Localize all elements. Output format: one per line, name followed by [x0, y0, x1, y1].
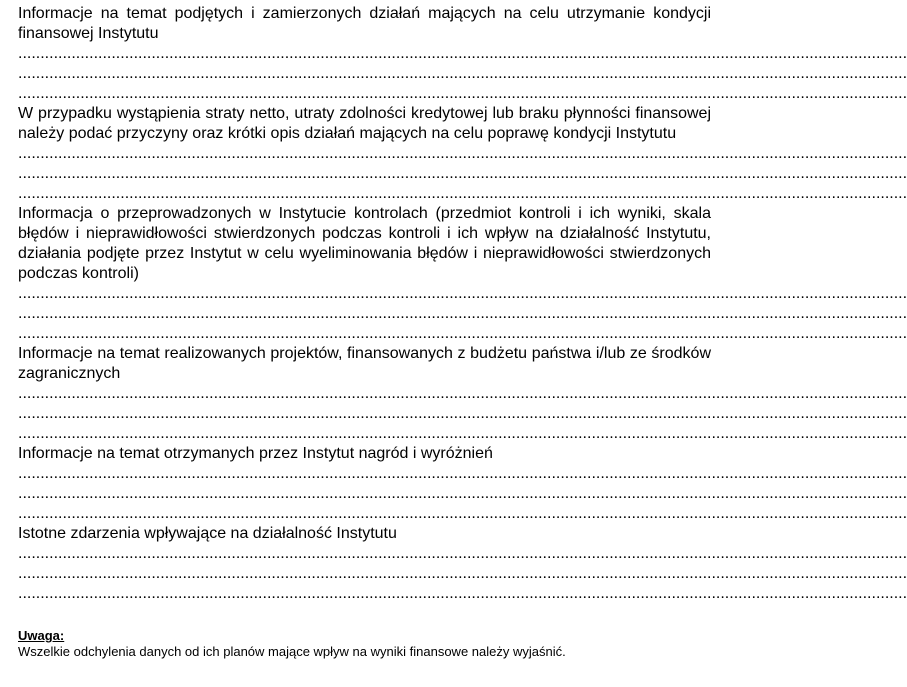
answer-line[interactable]: ........................................................................................................................................................................................................ — [18, 305, 907, 322]
answer-line[interactable]: ........................................................................................................................................................................................................ — [18, 425, 907, 442]
answer-line[interactable]: ........................................................................................................................................................................................................ — [18, 165, 907, 182]
section-title: Informacja o przeprowadzonych w Instytucie kontrolach (przedmiot kontroli i ich wyniki, skala błędów i nieprawidłowości stwierdzonych podczas kontroli i ich wpływ na działalność Instytutu, działania podjęte przez Instytut w celu wyeliminowania błędów i nieprawidłowości stwierdzonych podczas kontroli) — [18, 205, 711, 282]
answer-line[interactable]: ........................................................................................................................................................................................................ — [18, 145, 907, 162]
section-awards — [18, 444, 907, 524]
answer-line[interactable]: ........................................................................................................................................................................................................ — [18, 485, 907, 502]
section-title: Informacje na temat podjętych i zamierzonych działań mających na celu utrzymanie kondycji finansowej Instytutu — [18, 5, 711, 42]
section-inspections — [18, 204, 907, 344]
answer-line[interactable]: ........................................................................................................................................................................................................ — [18, 505, 907, 522]
answer-line[interactable]: ........................................................................................................................................................................................................ — [18, 65, 907, 82]
section-title: W przypadku wystąpienia straty netto, utraty zdolności kredytowej lub braku płynności finansowej należy podać przyczyny oraz krótki opis działań mających na celu poprawę kondycji Instytutu — [18, 105, 711, 142]
section-title: Informacje na temat realizowanych projektów, finansowanych z budżetu państwa i/lub ze środków zagranicznych — [18, 345, 711, 382]
answer-line[interactable]: ........................................................................................................................................................................................................ — [18, 545, 907, 562]
section-significant-events — [18, 524, 907, 604]
section-title: Istotne zdarzenia wpływające na działalność Instytutu — [18, 525, 397, 542]
section-financial-condition — [18, 4, 907, 104]
form-page — [18, 4, 907, 604]
note-heading: Uwaga: — [18, 628, 65, 643]
answer-line[interactable]: ........................................................................................................................................................................................................ — [18, 565, 907, 582]
answer-line[interactable]: ........................................................................................................................................................................................................ — [18, 285, 907, 302]
answer-line[interactable]: ........................................................................................................................................................................................................ — [18, 585, 907, 602]
answer-line[interactable]: ........................................................................................................................................................................................................ — [18, 185, 907, 202]
note-block — [18, 628, 718, 660]
answer-line[interactable]: ........................................................................................................................................................................................................ — [18, 85, 907, 102]
answer-line[interactable]: ........................................................................................................................................................................................................ — [18, 405, 907, 422]
answer-line[interactable]: ........................................................................................................................................................................................................ — [18, 325, 907, 342]
section-projects — [18, 344, 907, 444]
section-net-loss — [18, 104, 907, 204]
note-text: Wszelkie odchylenia danych od ich planów mające wpływ na wyniki finansowe należy wyjaśnić. — [18, 644, 566, 659]
answer-line[interactable]: ........................................................................................................................................................................................................ — [18, 465, 907, 482]
answer-line[interactable]: ........................................................................................................................................................................................................ — [18, 385, 907, 402]
answer-line[interactable]: ........................................................................................................................................................................................................ — [18, 45, 907, 62]
section-title: Informacje na temat otrzymanych przez Instytut nagród i wyróżnień — [18, 445, 493, 462]
